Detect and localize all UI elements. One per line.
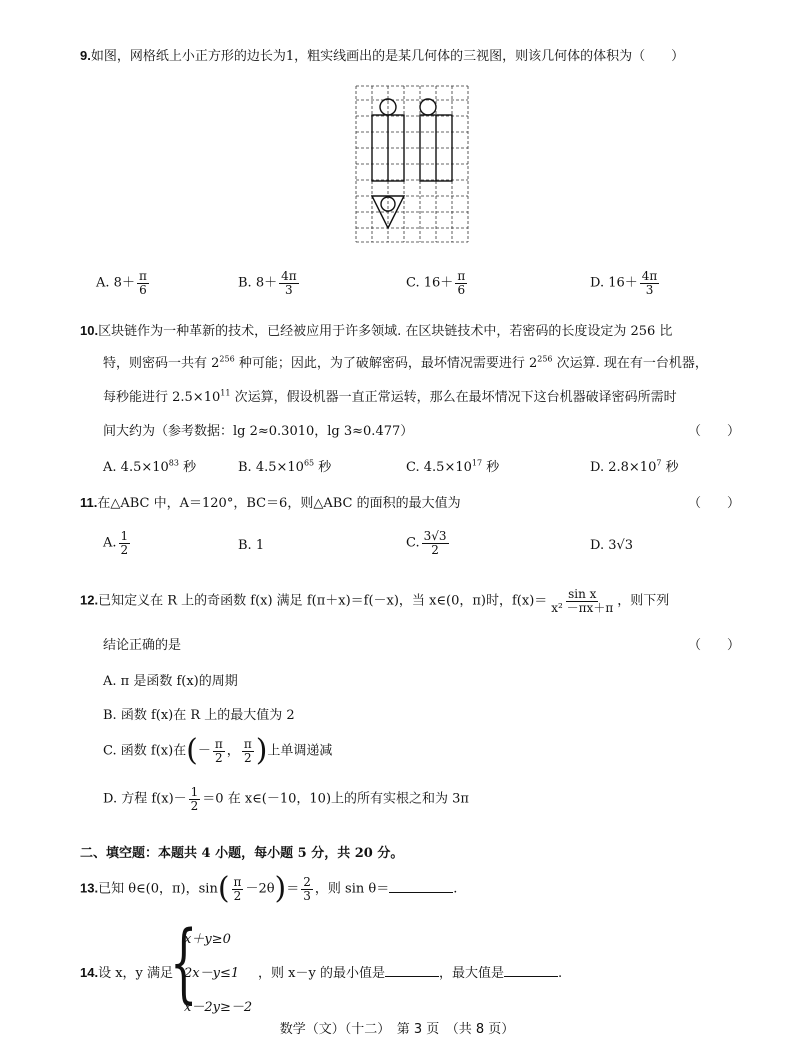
q9-option-c: C. 16＋ $\frac{\pi}{6}$ <box>406 269 466 297</box>
q12-line2: 结论正确的是 <box>103 638 182 653</box>
q9-option-d: D. 16＋ $\frac{4\pi}{3}$ <box>590 269 658 297</box>
q14-min-blank[interactable] <box>385 976 439 977</box>
q12-option-d: D. 方程 f(x)－ $\frac{1}{2}$ ＝0 在 x∈(－10，10)上的所有实根之和为 3π <box>103 785 469 813</box>
constraint-3: x－2y≥－2 <box>184 1000 253 1015</box>
grid-lines <box>356 86 468 242</box>
constraint-2: 2x－y≤1 <box>184 966 240 981</box>
q12-answer-paren: （ ） <box>688 638 741 653</box>
q10-option-d: D. $2.8\times 10^7$ 秒 <box>590 458 679 475</box>
q10-line1: 10.区块链作为一种革新的技术，已经被应用于许多领域. 在区块链技术中，若密码的长度设定为 256 比 <box>80 323 673 339</box>
q10-line4: 间大约为（参考数据：lg 2≈0.3010，lg 3≈0.477） <box>103 424 414 439</box>
q14-max-blank[interactable] <box>504 976 558 977</box>
solid-outline <box>372 99 452 228</box>
q10-line2: 特，则密码一共有 $2^{256}$ 种可能；因此，为了破解密码，最坏情况需要进行 $2^{256}$ 次运算. 现在有一台机器， <box>103 354 708 371</box>
q14-stem-tail: ，则 x－y 的最小值是 ，最大值是 . <box>258 966 563 981</box>
q10-option-c: C. $4.5\times 10^{17}$ 秒 <box>406 458 500 475</box>
section-fill-in-heading: 二、填空题：本题共 4 小题，每小题 5 分，共 20 分。 <box>80 846 404 861</box>
q12-option-c: C. 函数 f(x)在(－ $\frac{\pi}{2}$ ， $\frac{\pi}{2}$ )上单调递减 <box>103 733 333 768</box>
q14-stem-lead: 14.设 x，y 满足 <box>80 965 174 981</box>
q13-answer-blank[interactable] <box>389 892 453 893</box>
q11-option-d: D. 3√3 <box>590 538 634 553</box>
q11-option-c: C. $\frac{3√3}{2}$ <box>406 529 447 557</box>
q10-line3: 每秒能进行 $2.5\times 10^{11}$ 次运算，假设机器一直正常运转，那么在最坏情况下这台机器破译密码所需时 <box>103 388 677 405</box>
q10-option-a: A. $4.5\times 10^{83}$ 秒 <box>103 458 197 475</box>
q11-stem: 11.在△ABC 中，A＝120°，BC＝6，则△ABC 的面积的最大值为 <box>80 495 461 511</box>
q9-option-b: B. 8＋ $\frac{4\pi}{3}$ <box>238 269 297 297</box>
q10-answer-paren: （ ） <box>688 424 741 439</box>
q9-stem: 9.如图，网格纸上小正方形的边长为1，粗实线画出的是某几何体的三视图，则该几何体的体积为（ ） <box>80 48 685 64</box>
q10-option-b: B. $4.5\times 10^{65}$ 秒 <box>238 458 332 475</box>
q11-option-a: A. $\frac{1}{2}$ <box>103 529 129 557</box>
constraint-1: x＋y≥0 <box>184 932 231 947</box>
three-view-diagram <box>352 82 472 246</box>
system-brace: { <box>170 913 198 1013</box>
q13-stem: 13.已知 θ∈(0，π)，sin( $\frac{\pi}{2}$ －2θ)＝ $\frac{2}{3}$ ，则 sin θ＝ . <box>80 871 458 906</box>
q11-answer-paren: （ ） <box>688 496 741 511</box>
q9-option-a: A. 8＋ $\frac{\pi}{6}$ <box>96 269 147 297</box>
q12-stem: 12.已知定义在 R 上的奇函数 f(x) 满足 f(π＋x)＝f(－x)，当 x∈(0，π)时，f(x)＝ $\frac{\text{sin x}}{\text{x² －πx＋π}}$ ，则下列 <box>80 587 670 615</box>
q12-option-b: B. 函数 f(x)在 R 上的最大值为 2 <box>103 708 295 723</box>
q11-option-b: B. 1 <box>238 538 265 553</box>
page-footer: 数学（文）（十二） 第 3 页 （共 8 页） <box>279 1022 515 1037</box>
q12-option-a: A. π 是函数 f(x)的周期 <box>103 674 238 689</box>
